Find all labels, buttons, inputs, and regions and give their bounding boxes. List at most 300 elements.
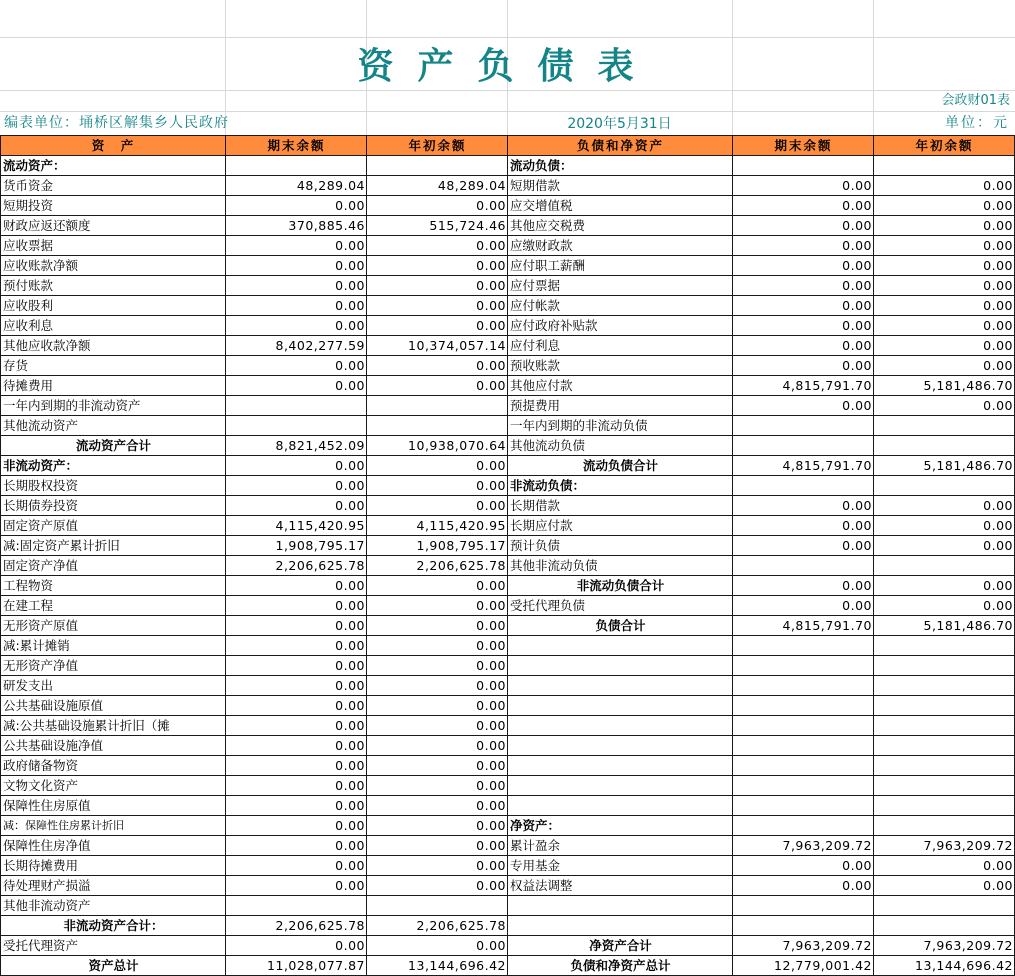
amount-cell[interactable]: 0.00 <box>874 196 1015 216</box>
amount-cell[interactable] <box>874 796 1015 816</box>
item-name-cell[interactable]: 应付帐款 <box>508 296 733 316</box>
item-name-cell[interactable]: 应收票据 <box>1 236 226 256</box>
amount-cell[interactable] <box>733 696 874 716</box>
amount-cell[interactable]: 0.00 <box>733 256 874 276</box>
item-name-cell[interactable] <box>508 696 733 716</box>
item-name-cell[interactable]: 应收账款净额 <box>1 256 226 276</box>
item-name-cell[interactable]: 长期待摊费用 <box>1 856 226 876</box>
amount-cell[interactable]: 0.00 <box>226 876 367 896</box>
amount-cell[interactable] <box>226 396 367 416</box>
item-name-cell[interactable]: 非流动负债： <box>508 476 733 496</box>
item-name-cell[interactable] <box>508 676 733 696</box>
table-row <box>1 156 1015 176</box>
item-name-cell[interactable]: 累计盈余 <box>508 836 733 856</box>
amount-cell[interactable]: 0.00 <box>874 256 1015 276</box>
amount-cell[interactable]: 0.00 <box>226 856 367 876</box>
amount-cell[interactable]: 0.00 <box>226 196 367 216</box>
amount-cell[interactable]: 0.00 <box>367 296 508 316</box>
amount-cell[interactable]: 0.00 <box>367 696 508 716</box>
amount-cell[interactable]: 0.00 <box>874 536 1015 556</box>
amount-cell[interactable]: 0.00 <box>367 476 508 496</box>
amount-cell[interactable] <box>733 656 874 676</box>
table-row <box>1 756 1015 776</box>
item-name-cell[interactable]: 净资产： <box>508 816 733 836</box>
amount-cell[interactable]: 4,815,791.70 <box>733 456 874 476</box>
item-name-cell[interactable]: 一年内到期的非流动资产 <box>1 396 226 416</box>
item-name-cell[interactable]: 保障性住房净值 <box>1 836 226 856</box>
item-name-cell[interactable]: 应收利息 <box>1 316 226 336</box>
amount-cell[interactable]: 0.00 <box>226 296 367 316</box>
amount-cell[interactable]: 0.00 <box>733 596 874 616</box>
amount-cell[interactable] <box>733 896 874 916</box>
amount-cell[interactable]: 0.00 <box>367 836 508 856</box>
amount-cell[interactable]: 0.00 <box>733 576 874 596</box>
amount-cell[interactable] <box>733 776 874 796</box>
item-name-cell[interactable] <box>508 776 733 796</box>
amount-cell[interactable] <box>874 436 1015 456</box>
table-row <box>1 296 1015 316</box>
item-name-cell[interactable]: 受托代理负债 <box>508 596 733 616</box>
amount-cell[interactable]: 7,963,209.72 <box>733 836 874 856</box>
item-name-cell[interactable]: 应付职工薪酬 <box>508 256 733 276</box>
table-row <box>1 596 1015 616</box>
column-header[interactable]: 期末余额 <box>226 136 367 156</box>
amount-cell[interactable]: 13,144,696.42 <box>367 956 508 976</box>
item-name-cell[interactable]: 非流动资产合计： <box>1 916 226 936</box>
table-body <box>1 136 1015 976</box>
amount-cell[interactable] <box>874 716 1015 736</box>
amount-cell[interactable] <box>874 776 1015 796</box>
amount-cell[interactable]: 4,115,420.95 <box>367 516 508 536</box>
table-row <box>1 776 1015 796</box>
amount-cell[interactable]: 0.00 <box>226 616 367 636</box>
item-name-cell[interactable]: 其他应付款 <box>508 376 733 396</box>
amount-cell[interactable]: 0.00 <box>226 716 367 736</box>
item-name-cell[interactable]: 其他非流动负债 <box>508 556 733 576</box>
item-name-cell[interactable] <box>508 896 733 916</box>
amount-cell[interactable]: 0.00 <box>367 876 508 896</box>
amount-cell[interactable]: 0.00 <box>874 496 1015 516</box>
item-name-cell[interactable]: 存货 <box>1 356 226 376</box>
amount-cell[interactable] <box>733 556 874 576</box>
amount-cell[interactable]: 13,144,696.42 <box>874 956 1015 976</box>
amount-cell[interactable]: 0.00 <box>367 496 508 516</box>
item-name-cell[interactable]: 长期借款 <box>508 496 733 516</box>
amount-cell[interactable]: 0.00 <box>367 636 508 656</box>
item-name-cell[interactable]: 保障性住房原值 <box>1 796 226 816</box>
item-name-cell[interactable]: 待处理财产损溢 <box>1 876 226 896</box>
amount-cell[interactable] <box>733 796 874 816</box>
amount-cell[interactable]: 0.00 <box>874 356 1015 376</box>
amount-cell[interactable]: 0.00 <box>874 596 1015 616</box>
amount-cell[interactable]: 515,724.46 <box>367 216 508 236</box>
column-header[interactable]: 期末余额 <box>733 136 874 156</box>
table-header-row <box>1 136 1015 156</box>
item-name-cell[interactable]: 权益法调整 <box>508 876 733 896</box>
amount-cell[interactable]: 0.00 <box>733 356 874 376</box>
table-row <box>1 496 1015 516</box>
amount-cell[interactable]: 11,028,077.87 <box>226 956 367 976</box>
amount-cell[interactable]: 10,938,070.64 <box>367 436 508 456</box>
amount-cell[interactable]: 0.00 <box>367 196 508 216</box>
amount-cell[interactable]: 0.00 <box>226 656 367 676</box>
amount-cell[interactable]: 0.00 <box>226 736 367 756</box>
item-name-cell[interactable]: 其他流动负债 <box>508 436 733 456</box>
amount-cell[interactable]: 0.00 <box>733 196 874 216</box>
amount-cell[interactable]: 0.00 <box>874 276 1015 296</box>
amount-cell[interactable] <box>367 416 508 436</box>
amount-cell[interactable]: 0.00 <box>874 236 1015 256</box>
item-name-cell[interactable]: 工程物资 <box>1 576 226 596</box>
table-row <box>1 716 1015 736</box>
table-row <box>1 836 1015 856</box>
amount-cell[interactable] <box>226 416 367 436</box>
column-header[interactable]: 资 产 <box>1 136 226 156</box>
amount-cell[interactable]: 1,908,795.17 <box>226 536 367 556</box>
amount-cell[interactable]: 0.00 <box>733 296 874 316</box>
item-name-cell[interactable]: 财政应返还额度 <box>1 216 226 236</box>
table-row <box>1 696 1015 716</box>
report-date: 2020年5月31日 <box>567 116 672 132</box>
amount-cell[interactable] <box>733 716 874 736</box>
table-row <box>1 636 1015 656</box>
item-name-cell[interactable]: 应收股利 <box>1 296 226 316</box>
amount-cell[interactable]: 0.00 <box>367 776 508 796</box>
amount-cell[interactable] <box>733 756 874 776</box>
amount-cell[interactable]: 1,908,795.17 <box>367 536 508 556</box>
amount-cell[interactable]: 0.00 <box>733 536 874 556</box>
column-header[interactable]: 负债和净资产 <box>508 136 733 156</box>
amount-cell[interactable]: 370,885.46 <box>226 216 367 236</box>
amount-cell[interactable]: 0.00 <box>367 576 508 596</box>
amount-cell[interactable]: 0.00 <box>733 496 874 516</box>
item-name-cell[interactable]: 无形资产净值 <box>1 656 226 676</box>
amount-cell[interactable]: 8,821,452.09 <box>226 436 367 456</box>
amount-cell[interactable]: 0.00 <box>367 316 508 336</box>
amount-cell[interactable] <box>733 156 874 176</box>
amount-cell[interactable]: 0.00 <box>226 456 367 476</box>
table-row <box>1 656 1015 676</box>
item-name-cell[interactable]: 公共基础设施原值 <box>1 696 226 716</box>
amount-cell[interactable]: 0.00 <box>367 736 508 756</box>
item-name-cell[interactable]: 短期借款 <box>508 176 733 196</box>
amount-cell[interactable]: 0.00 <box>226 636 367 656</box>
amount-cell[interactable]: 48,289.04 <box>226 176 367 196</box>
table-row <box>1 456 1015 476</box>
amount-cell[interactable]: 0.00 <box>874 176 1015 196</box>
item-name-cell[interactable]: 流动资产合计 <box>1 436 226 456</box>
item-name-cell[interactable]: 预付账款 <box>1 276 226 296</box>
item-name-cell[interactable]: 固定资产原值 <box>1 516 226 536</box>
item-name-cell[interactable]: 研发支出 <box>1 676 226 696</box>
amount-cell[interactable]: 0.00 <box>367 856 508 876</box>
item-name-cell[interactable]: 待摊费用 <box>1 376 226 396</box>
table-row <box>1 396 1015 416</box>
item-name-cell[interactable]: 流动负债合计 <box>508 456 733 476</box>
table-row <box>1 816 1015 836</box>
amount-cell[interactable]: 0.00 <box>226 576 367 596</box>
amount-cell[interactable] <box>874 736 1015 756</box>
amount-cell[interactable] <box>733 736 874 756</box>
item-name-cell[interactable]: 预提费用 <box>508 396 733 416</box>
amount-cell[interactable]: 0.00 <box>226 676 367 696</box>
amount-cell[interactable] <box>733 436 874 456</box>
amount-cell[interactable] <box>733 816 874 836</box>
amount-cell[interactable]: 0.00 <box>367 376 508 396</box>
item-name-cell[interactable]: 无形资产原值 <box>1 616 226 636</box>
amount-cell[interactable] <box>874 416 1015 436</box>
amount-cell[interactable]: 0.00 <box>874 336 1015 356</box>
item-name-cell[interactable]: 其他非流动资产 <box>1 896 226 916</box>
amount-cell[interactable] <box>874 676 1015 696</box>
item-name-cell[interactable] <box>508 716 733 736</box>
item-name-cell[interactable] <box>508 916 733 936</box>
item-name-cell[interactable]: 公共基础设施净值 <box>1 736 226 756</box>
report-title: 资产负债表 <box>357 45 658 87</box>
amount-cell[interactable]: 2,206,625.78 <box>367 556 508 576</box>
amount-cell[interactable]: 7,963,209.72 <box>874 836 1015 856</box>
item-name-cell[interactable]: 长期股权投资 <box>1 476 226 496</box>
item-name-cell[interactable] <box>508 656 733 676</box>
amount-cell[interactable]: 0.00 <box>367 816 508 836</box>
item-name-cell[interactable] <box>508 736 733 756</box>
amount-cell[interactable] <box>874 556 1015 576</box>
amount-cell[interactable]: 0.00 <box>367 616 508 636</box>
table-row <box>1 336 1015 356</box>
table-row <box>1 576 1015 596</box>
amount-cell[interactable]: 0.00 <box>367 796 508 816</box>
amount-cell[interactable] <box>367 896 508 916</box>
amount-cell[interactable] <box>874 696 1015 716</box>
item-name-cell[interactable]: 预收账款 <box>508 356 733 376</box>
table-row <box>1 736 1015 756</box>
amount-cell[interactable] <box>226 156 367 176</box>
item-name-cell[interactable]: 受托代理资产 <box>1 936 226 956</box>
table-row <box>1 356 1015 376</box>
amount-cell[interactable]: 0.00 <box>367 276 508 296</box>
amount-cell[interactable] <box>874 476 1015 496</box>
item-name-cell[interactable]: 其他应交税费 <box>508 216 733 236</box>
table-row <box>1 416 1015 436</box>
amount-cell[interactable]: 0.00 <box>874 396 1015 416</box>
amount-cell[interactable]: 5,181,486.70 <box>874 456 1015 476</box>
item-name-cell[interactable]: 文物文化资产 <box>1 776 226 796</box>
amount-cell[interactable]: 0.00 <box>367 356 508 376</box>
item-name-cell[interactable]: 应付利息 <box>508 336 733 356</box>
amount-cell[interactable]: 0.00 <box>367 936 508 956</box>
amount-cell[interactable]: 0.00 <box>367 716 508 736</box>
amount-cell[interactable]: 4,815,791.70 <box>733 376 874 396</box>
amount-cell[interactable]: 2,206,625.78 <box>226 916 367 936</box>
amount-cell[interactable]: 0.00 <box>226 836 367 856</box>
amount-cell[interactable]: 0.00 <box>733 336 874 356</box>
table-row <box>1 536 1015 556</box>
table-row <box>1 856 1015 876</box>
item-name-cell[interactable]: 其他流动资产 <box>1 416 226 436</box>
table-row <box>1 316 1015 336</box>
item-name-cell[interactable]: 预计负债 <box>508 536 733 556</box>
column-header[interactable]: 年初余额 <box>874 136 1015 156</box>
amount-cell[interactable]: 0.00 <box>226 936 367 956</box>
amount-cell[interactable]: 0.00 <box>226 356 367 376</box>
amount-cell[interactable]: 2,206,625.78 <box>367 916 508 936</box>
amount-cell[interactable] <box>226 896 367 916</box>
item-name-cell[interactable]: 应付政府补贴款 <box>508 316 733 336</box>
table-row <box>1 916 1015 936</box>
amount-cell[interactable]: 5,181,486.70 <box>874 616 1015 636</box>
amount-cell[interactable] <box>733 476 874 496</box>
amount-cell[interactable]: 48,289.04 <box>367 176 508 196</box>
amount-cell[interactable]: 7,963,209.72 <box>733 936 874 956</box>
table-row <box>1 876 1015 896</box>
amount-cell[interactable]: 0.00 <box>226 756 367 776</box>
amount-cell[interactable]: 0.00 <box>226 316 367 336</box>
amount-cell[interactable] <box>733 916 874 936</box>
table-row <box>1 676 1015 696</box>
item-name-cell[interactable] <box>508 756 733 776</box>
item-name-cell[interactable]: 专用基金 <box>508 856 733 876</box>
item-name-cell[interactable]: 流动资产： <box>1 156 226 176</box>
currency-unit: 单位：元 <box>945 115 1009 131</box>
amount-cell[interactable]: 0.00 <box>874 296 1015 316</box>
item-name-cell[interactable]: 负债合计 <box>508 616 733 636</box>
item-name-cell[interactable] <box>508 636 733 656</box>
amount-cell[interactable]: 0.00 <box>367 656 508 676</box>
amount-cell[interactable]: 0.00 <box>874 856 1015 876</box>
amount-cell[interactable]: 0.00 <box>367 596 508 616</box>
amount-cell[interactable] <box>733 676 874 696</box>
table-row <box>1 936 1015 956</box>
item-name-cell[interactable]: 流动负债： <box>508 156 733 176</box>
amount-cell[interactable] <box>367 396 508 416</box>
amount-cell[interactable]: 4,115,420.95 <box>226 516 367 536</box>
amount-cell[interactable]: 8,402,277.59 <box>226 336 367 356</box>
item-name-cell[interactable]: 负债和净资产总计 <box>508 956 733 976</box>
item-name-cell[interactable]: 非流动资产： <box>1 456 226 476</box>
amount-cell[interactable]: 0.00 <box>733 316 874 336</box>
amount-cell[interactable]: 10,374,057.14 <box>367 336 508 356</box>
amount-cell[interactable]: 0.00 <box>874 576 1015 596</box>
amount-cell[interactable]: 0.00 <box>226 796 367 816</box>
amount-cell[interactable] <box>874 756 1015 776</box>
amount-cell[interactable] <box>733 416 874 436</box>
amount-cell[interactable]: 0.00 <box>874 876 1015 896</box>
item-name-cell[interactable]: 减:累计摊销 <box>1 636 226 656</box>
amount-cell[interactable]: 0.00 <box>226 476 367 496</box>
amount-cell[interactable]: 0.00 <box>226 376 367 396</box>
item-name-cell[interactable]: 一年内到期的非流动负债 <box>508 416 733 436</box>
amount-cell[interactable] <box>874 636 1015 656</box>
item-name-cell[interactable]: 政府储备物资 <box>1 756 226 776</box>
amount-cell[interactable]: 0.00 <box>874 516 1015 536</box>
amount-cell[interactable]: 0.00 <box>226 276 367 296</box>
amount-cell[interactable]: 2,206,625.78 <box>226 556 367 576</box>
amount-cell[interactable]: 0.00 <box>733 216 874 236</box>
amount-cell[interactable]: 0.00 <box>226 816 367 836</box>
item-name-cell[interactable]: 长期债券投资 <box>1 496 226 516</box>
grid-line <box>0 37 1015 38</box>
amount-cell[interactable]: 0.00 <box>367 676 508 696</box>
table-row <box>1 236 1015 256</box>
table-row <box>1 476 1015 496</box>
amount-cell[interactable] <box>874 896 1015 916</box>
item-name-cell[interactable]: 其他应收款净额 <box>1 336 226 356</box>
amount-cell[interactable]: 0.00 <box>226 696 367 716</box>
item-name-cell[interactable]: 减：保障性住房累计折旧 <box>1 816 226 836</box>
amount-cell[interactable]: 0.00 <box>874 216 1015 236</box>
amount-cell[interactable]: 0.00 <box>226 256 367 276</box>
item-name-cell[interactable]: 货币资金 <box>1 176 226 196</box>
item-name-cell[interactable] <box>508 796 733 816</box>
amount-cell[interactable]: 0.00 <box>733 856 874 876</box>
grid-line <box>0 90 1015 91</box>
amount-cell[interactable]: 7,963,209.72 <box>874 936 1015 956</box>
item-name-cell[interactable]: 净资产合计 <box>508 936 733 956</box>
amount-cell[interactable]: 0.00 <box>226 236 367 256</box>
item-name-cell[interactable]: 应交增值税 <box>508 196 733 216</box>
amount-cell[interactable]: 0.00 <box>733 876 874 896</box>
balance-sheet-table <box>0 135 1015 976</box>
grid-line <box>0 111 1015 112</box>
table-row <box>1 196 1015 216</box>
item-name-cell[interactable]: 应付票据 <box>508 276 733 296</box>
amount-cell[interactable]: 0.00 <box>733 276 874 296</box>
amount-cell[interactable] <box>874 816 1015 836</box>
table-row <box>1 376 1015 396</box>
amount-cell[interactable]: 0.00 <box>733 176 874 196</box>
amount-cell[interactable] <box>874 156 1015 176</box>
amount-cell[interactable]: 4,815,791.70 <box>733 616 874 636</box>
amount-cell[interactable]: 0.00 <box>367 756 508 776</box>
amount-cell[interactable]: 12,779,001.42 <box>733 956 874 976</box>
amount-cell[interactable]: 0.00 <box>874 316 1015 336</box>
amount-cell[interactable]: 0.00 <box>367 256 508 276</box>
reporting-unit: 编表单位：埇桥区解集乡人民政府 <box>4 115 229 131</box>
table-row <box>1 896 1015 916</box>
table-row <box>1 556 1015 576</box>
item-name-cell[interactable]: 长期应付款 <box>508 516 733 536</box>
table-row <box>1 796 1015 816</box>
form-number: 会政财01表 <box>941 93 1010 108</box>
item-name-cell[interactable]: 减:公共基础设施累计折旧（摊 <box>1 716 226 736</box>
item-name-cell[interactable]: 在建工程 <box>1 596 226 616</box>
item-name-cell[interactable]: 固定资产净值 <box>1 556 226 576</box>
amount-cell[interactable] <box>733 636 874 656</box>
item-name-cell[interactable]: 应缴财政款 <box>508 236 733 256</box>
item-name-cell[interactable]: 非流动负债合计 <box>508 576 733 596</box>
amount-cell[interactable]: 0.00 <box>226 776 367 796</box>
amount-cell[interactable]: 5,181,486.70 <box>874 376 1015 396</box>
amount-cell[interactable]: 0.00 <box>367 456 508 476</box>
item-name-cell[interactable]: 资产总计 <box>1 956 226 976</box>
item-name-cell[interactable]: 减:固定资产累计折旧 <box>1 536 226 556</box>
amount-cell[interactable] <box>874 916 1015 936</box>
column-header[interactable]: 年初余额 <box>367 136 508 156</box>
amount-cell[interactable]: 0.00 <box>226 496 367 516</box>
table-row <box>1 516 1015 536</box>
table-row <box>1 216 1015 236</box>
table-row <box>1 616 1015 636</box>
amount-cell[interactable] <box>367 156 508 176</box>
table-row <box>1 256 1015 276</box>
item-name-cell[interactable]: 短期投资 <box>1 196 226 216</box>
amount-cell[interactable]: 0.00 <box>733 516 874 536</box>
amount-cell[interactable]: 0.00 <box>733 396 874 416</box>
amount-cell[interactable] <box>874 656 1015 676</box>
amount-cell[interactable]: 0.00 <box>367 236 508 256</box>
amount-cell[interactable]: 0.00 <box>226 596 367 616</box>
amount-cell[interactable]: 0.00 <box>733 236 874 256</box>
